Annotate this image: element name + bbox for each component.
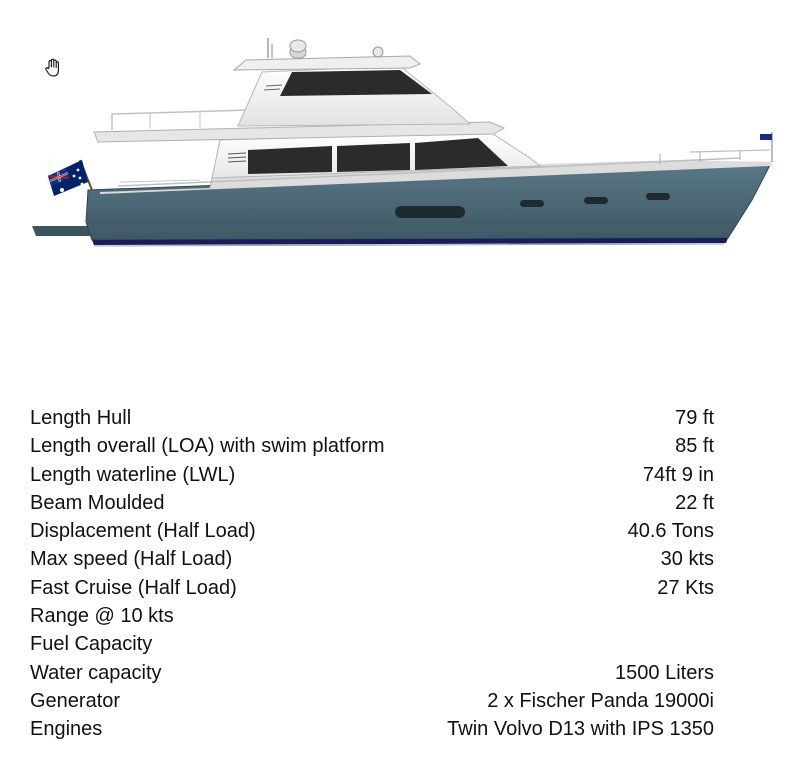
spec-row: [30, 517, 714, 545]
porthole: [646, 193, 670, 200]
spec-value: 40.6 Tons: [627, 520, 714, 543]
spec-value: 85 ft: [675, 435, 714, 458]
hardtop: [234, 56, 420, 70]
boat-illustration: [0, 0, 800, 260]
spec-row: [30, 715, 714, 743]
spec-label: Length overall (LOA) with swim platform: [30, 435, 385, 458]
spec-value: 79 ft: [675, 407, 714, 429]
spec-value: 27 Kts: [657, 576, 714, 599]
spec-row: [30, 545, 714, 573]
spec-label: Length Hull: [30, 407, 132, 429]
spec-label: Displacement (Half Load): [30, 520, 256, 543]
spec-value: 30 kts: [660, 548, 714, 571]
main-window: [248, 146, 332, 174]
spec-row: [30, 659, 714, 687]
spec-row: [30, 432, 714, 460]
spec-row: [30, 404, 714, 432]
spec-label: Water capacity: [30, 661, 162, 684]
hand-cursor-icon: [44, 58, 62, 78]
spec-label: Range @ 10 kts: [30, 605, 174, 628]
swim-platform: [32, 226, 94, 236]
spec-row: [30, 574, 714, 602]
spec-row: [30, 687, 714, 715]
spec-value: 74ft 9 in: [642, 463, 714, 486]
spec-row: [30, 489, 714, 517]
spec-row: [30, 602, 714, 630]
porthole: [584, 197, 608, 204]
main-window: [337, 143, 410, 172]
spec-value: 22 ft: [675, 491, 714, 514]
spec-row: [30, 630, 714, 658]
spec-label: Fuel Capacity: [30, 633, 153, 656]
spec-value: Twin Volvo D13 with IPS 1350: [447, 718, 714, 741]
spec-label: Fast Cruise (Half Load): [30, 576, 237, 599]
spec-label: Max speed (Half Load): [30, 548, 233, 571]
porthole: [520, 200, 544, 207]
spec-label: Length waterline (LWL): [30, 463, 236, 486]
spec-label: Generator: [30, 689, 121, 712]
australian-flag-icon: [48, 160, 92, 196]
spec-value: 1500 Liters: [615, 661, 714, 684]
spec-value: 2 x Fischer Panda 19000i: [487, 689, 714, 712]
hull-window: [395, 206, 465, 218]
specifications-table: [30, 404, 714, 744]
spec-row: [30, 461, 714, 489]
spec-label: Beam Moulded: [30, 491, 165, 514]
spec-label: Engines: [30, 718, 103, 741]
